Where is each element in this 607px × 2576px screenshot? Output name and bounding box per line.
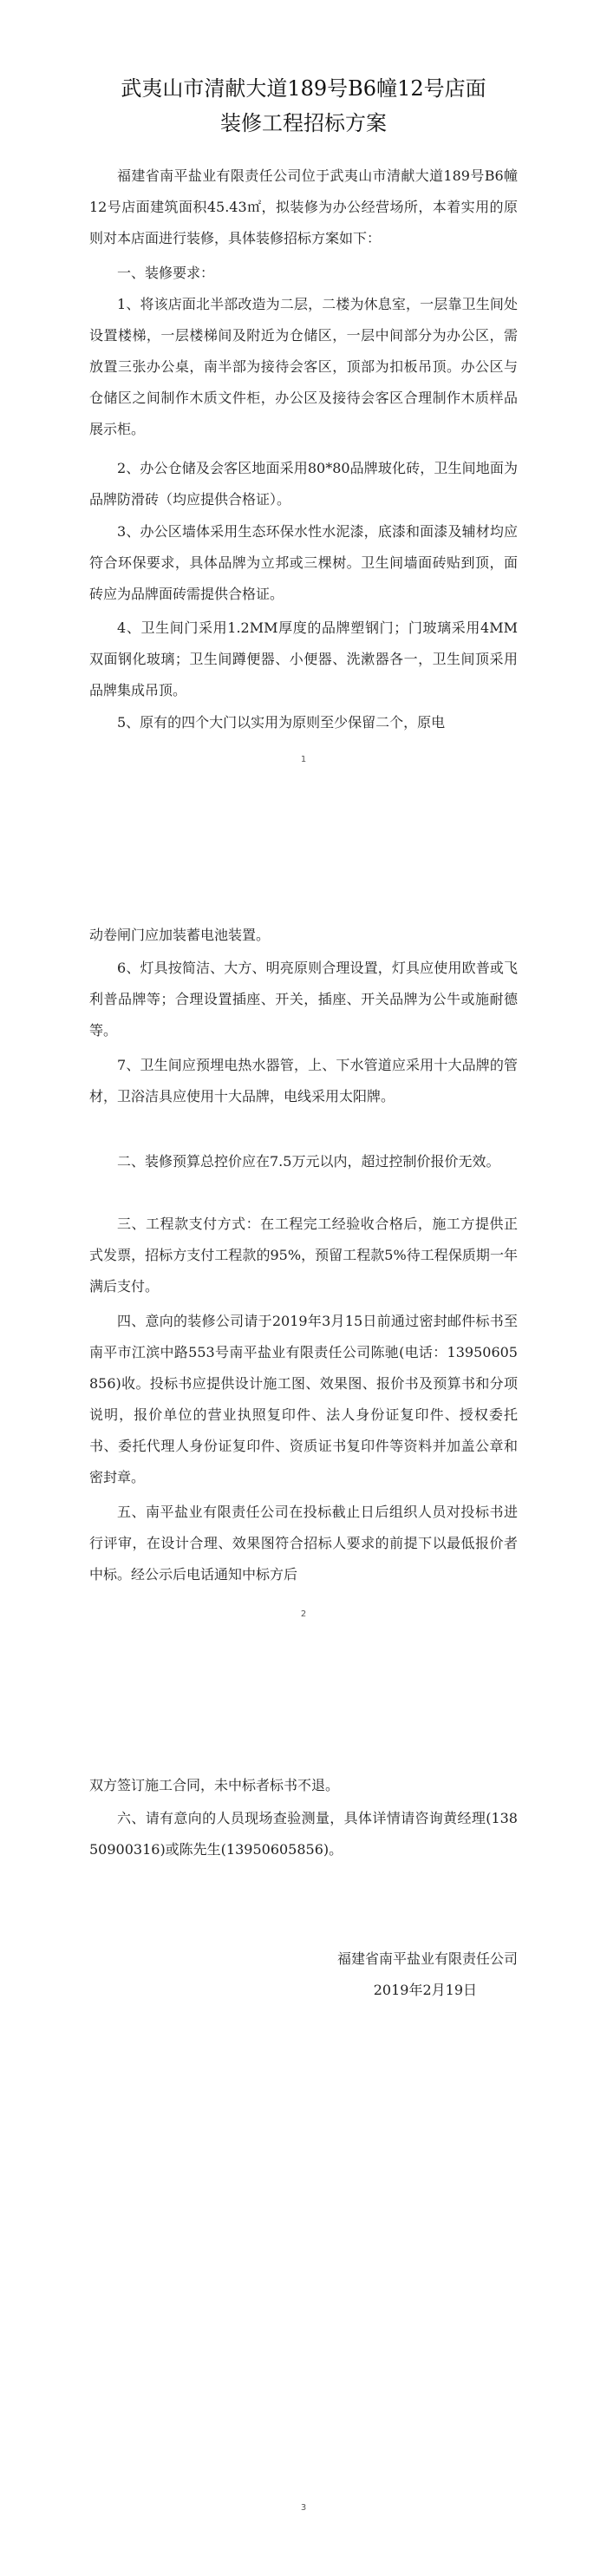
page-number: 2: [300, 1609, 307, 1619]
section-payment: 三、工程款支付方式：在工程完工经验收合格后，施工方提供正式发票，招标方支付工程款的95%，预留工程款5%待工程保质期一年满后支付。: [89, 1216, 518, 1295]
section-submission: 四、意向的装修公司请于2019年3月15日前通过密封邮件标书至南平市江滨中路553号南平盐业有限责任公司陈驰(电话：13950605856)收。投标书应提供设计施工图、效果图、报价书及预算书和分项说明，报价单位的营业执照复印件、法人身份证复印件、授权委托书、委托代理人身份证复印件、资质证书复印件等资料并加盖公章和密封章。: [89, 1313, 518, 1485]
requirement-item-3: 3、办公区墙体采用生态环保水性水泥漆，底漆和面漆及辅材均应符合环保要求，具体品牌为立邦或三棵树。卫生间墙面砖贴到顶，面砖应为品牌面砖需提供合格证。: [89, 523, 518, 602]
requirement-item-4: 4、卫生间门采用1.2MM厚度的品牌塑钢门；门玻璃采用4MM双面钢化玻璃；卫生间蹲便器、小便器、洗漱器各一，卫生间顶采用品牌集成吊顶。: [89, 619, 518, 698]
page-number: 1: [300, 755, 307, 764]
requirement-item-5-continued: 动卷闸门应加装蓄电池装置。: [89, 927, 271, 943]
document-page-2: [0, 859, 607, 1718]
section-budget: 二、装修预算总控价应在7.5万元以内，超过控制价报价无效。: [117, 1153, 500, 1170]
section-evaluation: 五、南平盐业有限责任公司在投标截止日后组织人员对投标书进行评审，在设计合理、效果图符合招标人要求的前提下以最低报价者中标。经公示后电话通知中标方后: [89, 1504, 518, 1583]
document-title-line-2: 装修工程招标方案: [220, 111, 387, 135]
section-evaluation-continued: 双方签订施工合同，未中标者标书不退。: [89, 1777, 340, 1793]
requirement-item-6: 6、灯具按简洁、大方、明亮原则合理设置，灯具应使用欧普或飞利普品牌等；合理设置插座、开关，插座、开关品牌为公牛或施耐德等。: [89, 960, 518, 1039]
requirement-item-7: 7、卫生间应预埋电热水器管，上、下水管道应采用十大品牌的管材，卫浴洁具应使用十大品牌，电线采用太阳牌。: [89, 1057, 518, 1104]
signature-date: 2019年2月19日: [373, 1982, 477, 1998]
intro-paragraph: 福建省南平盐业有限责任公司位于武夷山市清献大道189号B6幢12号店面建筑面积45.43㎡，拟装修为办公经营场所，本着实用的原则对本店面进行装修，具体装修招标方案如下：: [89, 167, 518, 246]
signature-company: 福建省南平盐业有限责任公司: [336, 1950, 518, 1967]
requirement-item-1: 1、将该店面北半部改造为二层，二楼为休息室，一层靠卫生间处设置楼梯，一层楼梯间及附近为仓储区，一层中间部分为办公区，需放置三张办公桌，南半部为接待会客区，顶部为扣板吊顶。办公区与仓储区之间制作木质文件柜，办公区及接待会客区合理制作木质样品展示柜。: [89, 296, 518, 437]
section-heading-requirements: 一、装修要求：: [117, 265, 215, 281]
document-page-1: [0, 0, 607, 859]
document-page-3: [0, 1718, 607, 2576]
requirement-item-2: 2、办公仓储及会客区地面采用80*80品牌玻化砖，卫生间地面为品牌防滑砖（均应提供合格证）。: [89, 460, 518, 508]
page-number: 3: [300, 2503, 307, 2513]
document-title-line-1: 武夷山市清献大道189号B6幢12号店面: [121, 76, 486, 101]
requirement-item-5-start: 5、原有的四个大门以实用为原则至少保留二个，原电: [117, 714, 446, 731]
section-site-inspection: 六、请有意向的人员现场查验测量，具体详情请咨询黄经理(13850900316)或陈先生(13950605856)。: [89, 1810, 518, 1858]
